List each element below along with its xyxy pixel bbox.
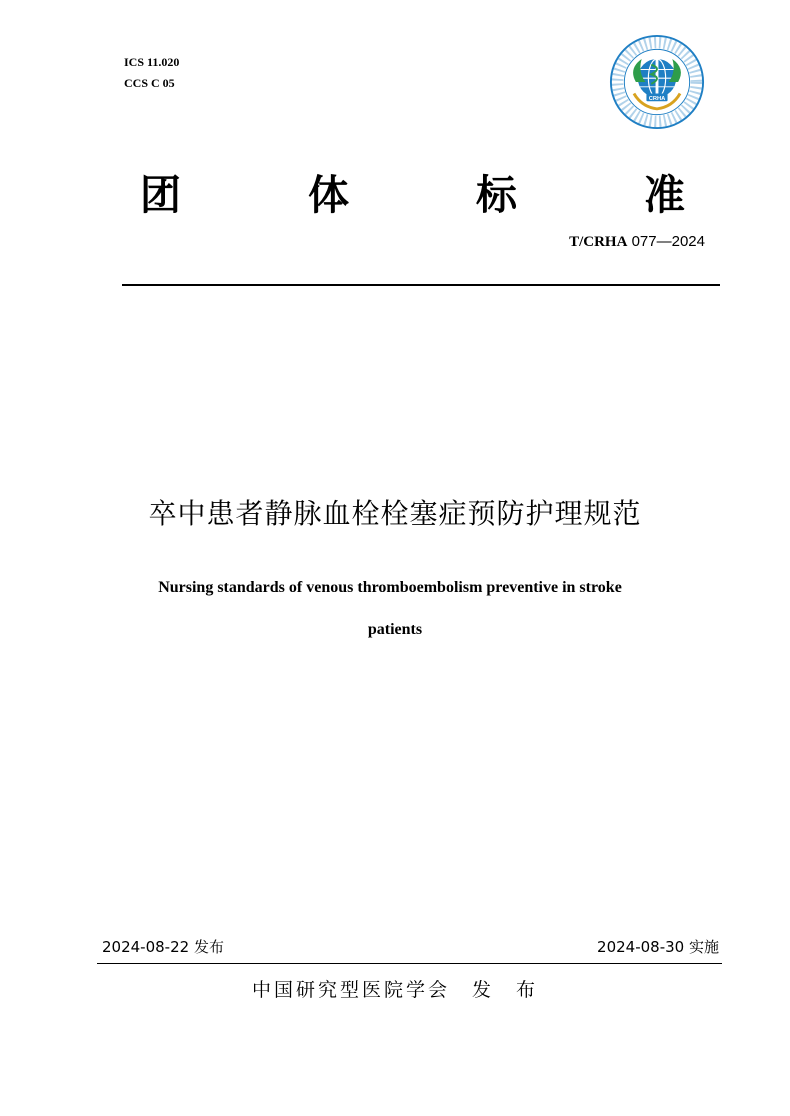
standard-type-char: 团: [140, 171, 181, 219]
standard-number-suffix: 077—2024: [627, 233, 705, 250]
footer-divider: [97, 963, 722, 964]
standard-type-heading: [140, 162, 685, 221]
svg-text:CRHA: CRHA: [648, 95, 666, 102]
crha-seal-icon: [609, 34, 705, 130]
publish-date: 2024-08-22 发布: [102, 938, 224, 956]
publisher: 中国研究型医院学会 发 布: [251, 979, 538, 1001]
standard-type-char: 体: [308, 171, 349, 219]
standard-type-char: 准: [644, 171, 685, 219]
standard-type-char: 标: [476, 171, 517, 219]
english-title-line2: patients: [367, 621, 423, 638]
standard-number-prefix: T/CRHA: [569, 234, 628, 250]
ccs-code: CCS C 05: [124, 76, 175, 90]
ics-code: ICS 11.020: [124, 55, 180, 69]
standard-number: [569, 232, 705, 251]
chinese-title: 卒中患者静脉血栓栓塞症预防护理规范: [148, 497, 642, 530]
classification-codes: [124, 52, 179, 94]
implementation-date: 2024-08-30 实施: [597, 938, 719, 956]
english-title-line1: Nursing standards of venous thromboembolism preventive in stroke: [158, 579, 622, 596]
header-divider: [122, 284, 720, 286]
